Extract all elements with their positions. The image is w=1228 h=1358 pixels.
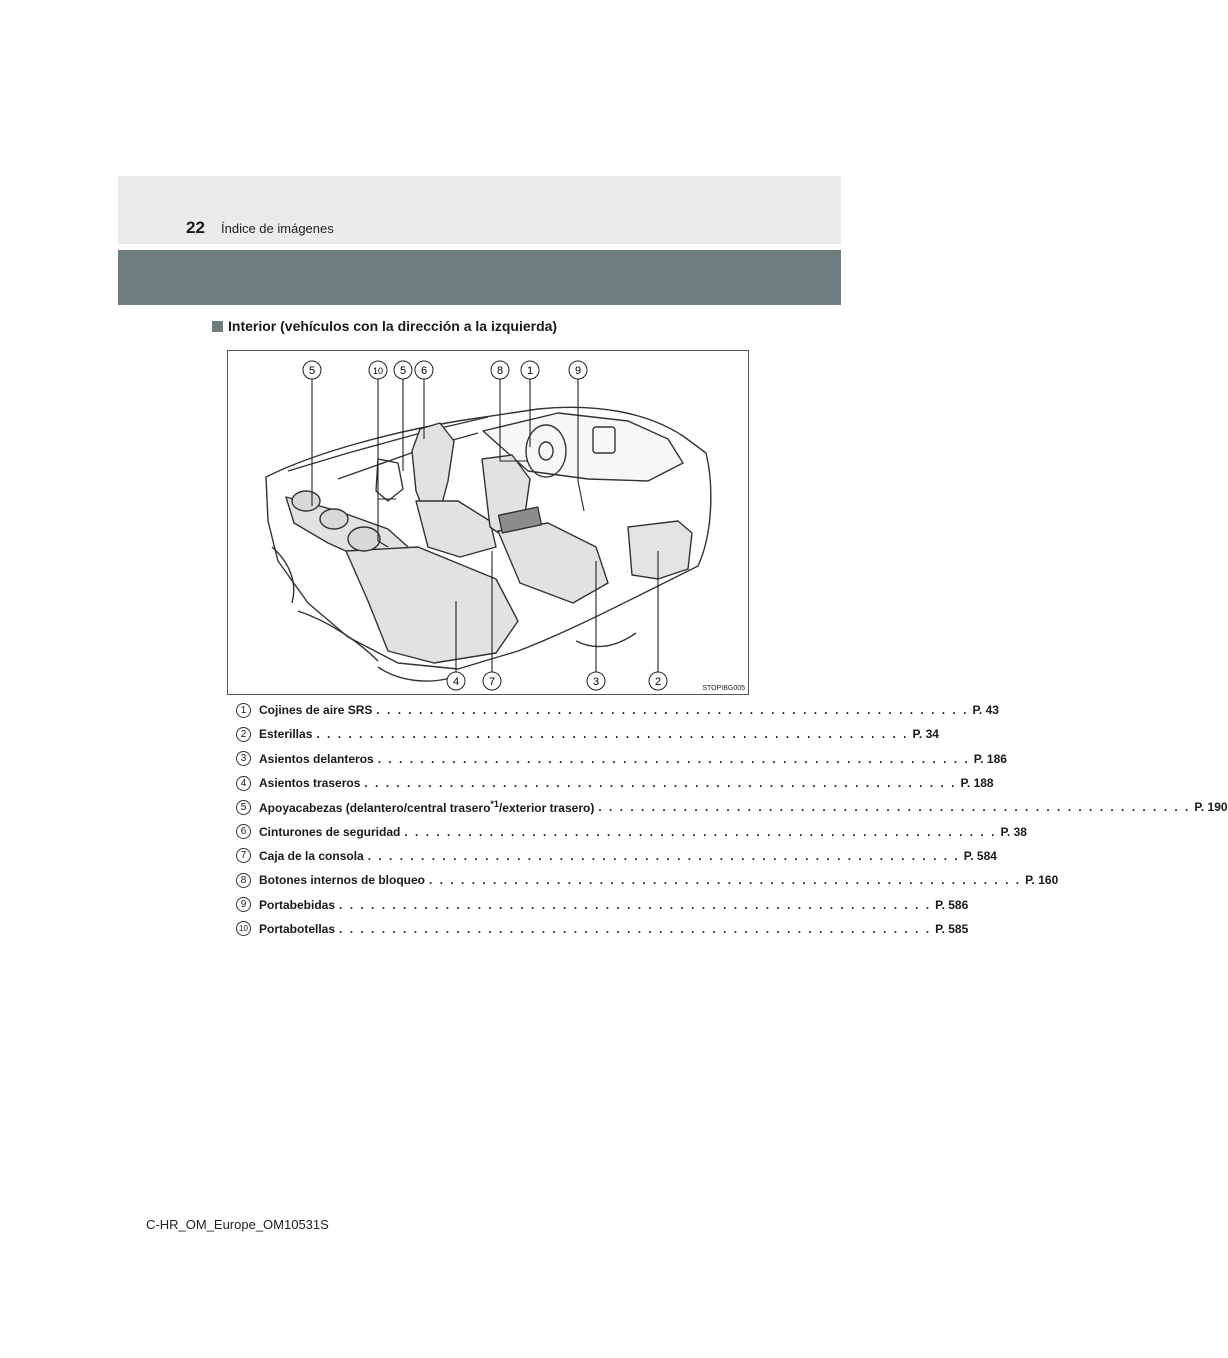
page-reference: P. 190: [1194, 800, 1228, 815]
page-reference: P. 34: [912, 727, 939, 742]
callout-label: 6: [420, 365, 428, 377]
figure-code: STOPIBG005: [702, 685, 745, 692]
dot-leader: . . . . . . . . . . . . . . . . . . . . . . . . . . . . . . . . . . . . . . . . . . . . . . . . . . . . . . . .: [339, 921, 932, 936]
callout-label: 10: [372, 366, 384, 376]
legend-label: [259, 799, 594, 815]
dot-leader: . . . . . . . . . . . . . . . . . . . . . . . . . . . . . . . . . . . . . . . . . . . . . . . . . . . . . . . .: [376, 703, 969, 718]
list-item: [236, 844, 997, 868]
page-reference: P. 585: [935, 921, 969, 936]
callout-top-8: [491, 361, 509, 379]
legend-label: Asientos traseros: [259, 776, 361, 791]
legend-list: [236, 698, 1228, 941]
dot-leader: . . . . . . . . . . . . . . . . . . . . . . . . . . . . . . . . . . . . . . . . . . . . . . . . . . . . . . . .: [404, 824, 997, 839]
callout-bottom-2: [649, 672, 667, 690]
page-reference: P. 586: [935, 897, 969, 912]
dot-leader: . . . . . . . . . . . . . . . . . . . . . . . . . . . . . . . . . . . . . . . . . . . . . . . . . . . . . . . .: [367, 848, 960, 863]
page-reference: P. 160: [1025, 873, 1059, 888]
dot-leader: . . . . . . . . . . . . . . . . . . . . . . . . . . . . . . . . . . . . . . . . . . . . . . . . . . . . . . . .: [316, 727, 909, 742]
door-panel: [376, 459, 403, 501]
callout-label: 2: [654, 676, 662, 688]
footer-doc-code: C-HR_OM_Europe_OM10531S: [146, 1217, 329, 1232]
list-item: [236, 868, 1059, 892]
legend-number: 7: [236, 848, 251, 863]
dot-leader: . . . . . . . . . . . . . . . . . . . . . . . . . . . . . . . . . . . . . . . . . . . . . . . . . . . . . . . .: [377, 751, 970, 766]
legend-number: 5: [236, 800, 251, 815]
callout-label: 7: [488, 676, 496, 688]
dot-leader: . . . . . . . . . . . . . . . . . . . . . . . . . . . . . . . . . . . . . . . . . . . . . . . . . . . . . . . .: [598, 800, 1191, 815]
header-band: [118, 250, 841, 305]
callout-label: 5: [399, 365, 407, 377]
header-title: Índice de imágenes: [221, 221, 334, 236]
callout-bottom-3: [587, 672, 605, 690]
legend-label: Portabotellas: [259, 921, 336, 936]
callout-top-5b: [394, 361, 412, 379]
callout-label: 8: [496, 365, 504, 377]
list-item: [236, 747, 1007, 771]
dot-leader: . . . . . . . . . . . . . . . . . . . . . . . . . . . . . . . . . . . . . . . . . . . . . . . . . . . . . . . .: [429, 873, 1022, 888]
list-item: [236, 795, 1228, 819]
roof-line: [288, 417, 488, 479]
legend-number: 9: [236, 897, 251, 912]
callout-label: 1: [526, 365, 534, 377]
callout-top-1: [521, 361, 539, 379]
legend-number: 6: [236, 824, 251, 839]
callout-bottom-7: [483, 672, 501, 690]
callout-top-10: [369, 361, 387, 379]
callout-label: 5: [308, 365, 316, 377]
section-marker-icon: [212, 321, 223, 332]
page-reference: P. 38: [1000, 824, 1027, 839]
list-item: [236, 771, 994, 795]
legend-number: 10: [236, 921, 251, 936]
callout-top-5a: [303, 361, 321, 379]
car-interior-illustration: [228, 351, 748, 694]
section-title: [212, 318, 557, 334]
page-reference: P. 43: [972, 703, 999, 718]
callout-top-9: [569, 361, 587, 379]
legend-label-main: Apoyacabezas (delantero/central trasero: [259, 801, 491, 816]
legend-label: Portabebidas: [259, 897, 336, 912]
legend-number: 1: [236, 703, 251, 718]
interior-figure: [227, 350, 749, 695]
list-item: [236, 917, 969, 941]
dot-leader: . . . . . . . . . . . . . . . . . . . . . . . . . . . . . . . . . . . . . . . . . . . . . . . . . . . . . . . .: [339, 897, 932, 912]
legend-number: 4: [236, 776, 251, 791]
page-reference: P. 188: [960, 776, 994, 791]
legend-number: 8: [236, 873, 251, 888]
legend-label: Caja de la consola: [259, 848, 364, 863]
section-title-text: Interior (vehículos con la dirección a la izquierda): [228, 318, 558, 334]
legend-label: Cinturones de seguridad: [259, 824, 401, 839]
list-item: [236, 722, 939, 746]
rear-headrest-right: [348, 527, 380, 551]
callout-top-6: [415, 361, 433, 379]
legend-label: Botones internos de bloqueo: [259, 873, 426, 888]
list-item: [236, 892, 969, 916]
page-reference: P. 584: [963, 848, 997, 863]
legend-label-suffix: /exterior trasero): [498, 801, 595, 816]
page-number: 22: [186, 218, 205, 237]
footnote-marker: *1: [490, 799, 499, 810]
callout-label: 3: [592, 676, 600, 688]
callout-label: 4: [452, 676, 460, 688]
legend-number: 3: [236, 751, 251, 766]
rear-headrest-left: [292, 491, 320, 511]
rear-headrest-center: [320, 509, 348, 529]
dot-leader: . . . . . . . . . . . . . . . . . . . . . . . . . . . . . . . . . . . . . . . . . . . . . . . . . . . . . . . .: [364, 776, 957, 791]
floor-mat-front: [628, 521, 692, 579]
list-item: [236, 698, 999, 722]
callout-bottom-4: [447, 672, 465, 690]
page-reference: P. 186: [973, 751, 1007, 766]
callout-label: 9: [574, 365, 582, 377]
legend-label: Asientos delanteros: [259, 751, 374, 766]
legend-label: Esterillas: [259, 727, 313, 742]
legend-number: 2: [236, 727, 251, 742]
legend-label: Cojines de aire SRS: [259, 703, 373, 718]
list-item: [236, 819, 1027, 843]
